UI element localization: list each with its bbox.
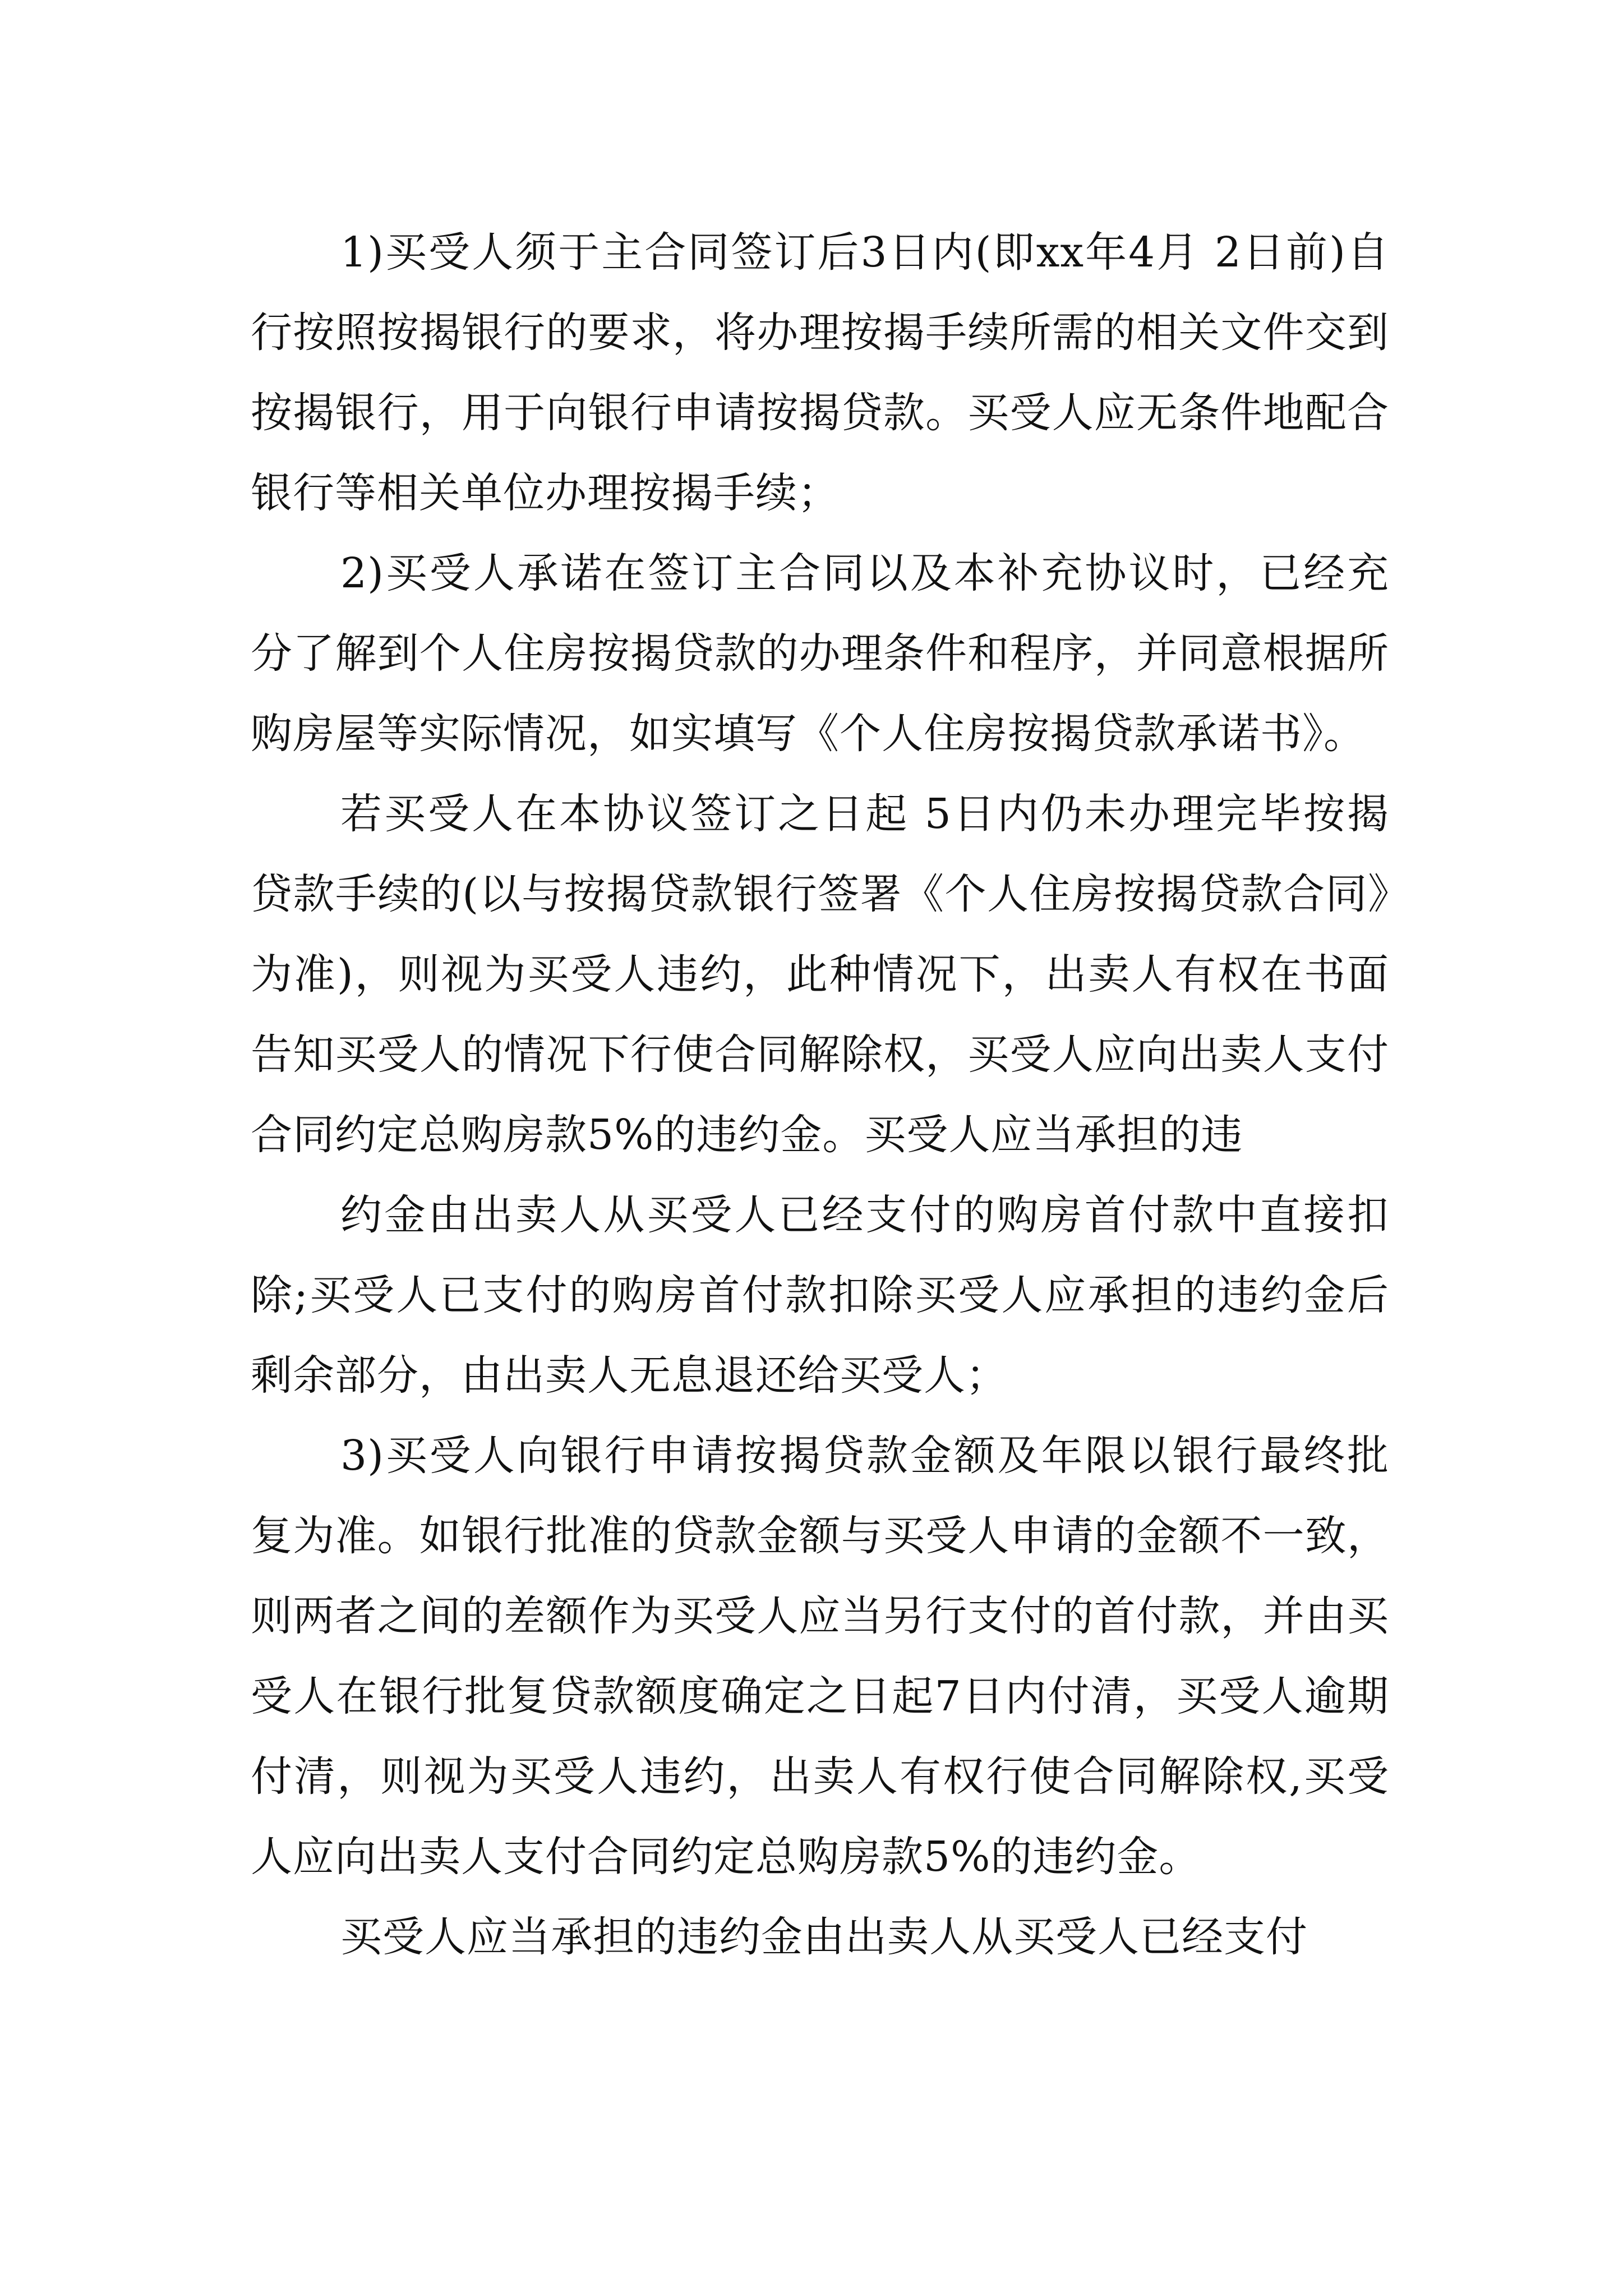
document-body [251, 213, 1389, 1977]
paragraph-6: 买受人应当承担的违约金由出卖人从买受人已经支付 [340, 1913, 1308, 1961]
paragraph-1: 1)买受人须于主合同签订后3日内(即xx年4月 2日前)自行按照按揭银行的要求，将办理按揭手续所需的相关文件交到按揭银行，用于向银行申请按揭贷款。买受人应无条件地配合银行等相关单位办理按揭手续； [251, 228, 1389, 517]
paragraph-5: 3)买受人向银行申请按揭贷款金额及年限以银行最终批复为准。如银行批准的贷款金额与买受人申请的金额不一致，则两者之间的差额作为买受人应当另行支付的首付款，并由买受人在银行批复贷款额度确定之日起7日内付清，买受人逾期付清，则视为买受人违约，出卖人有权行使合同解除权,买受人应向出卖人支付合同约定总购房款5%的违约金。 [251, 1432, 1389, 1881]
paragraph-3: 若买受人在本协议签订之日起 5日内仍未办理完毕按揭贷款手续的(以与按揭贷款银行签署《个人住房按揭贷款合同》为准)，则视为买受人违约，此种情况下，出卖人有权在书面告知买受人的情况下行使合同解除权，买受人应向出卖人支付合同约定总购房款5%的违约金。买受人应当承担的违 [251, 790, 1389, 1159]
paragraph-2: 2)买受人承诺在签订主合同以及本补充协议时，已经充分了解到个人住房按揭贷款的办理条件和程序，并同意根据所购房屋等实际情况，如实填写《个人住房按揭贷款承诺书》。 [251, 549, 1389, 758]
paragraph-4: 约金由出卖人从买受人已经支付的购房首付款中直接扣除;买受人已支付的购房首付款扣除买受人应承担的违约金后剩余部分，由出卖人无息退还给买受人； [251, 1191, 1389, 1400]
